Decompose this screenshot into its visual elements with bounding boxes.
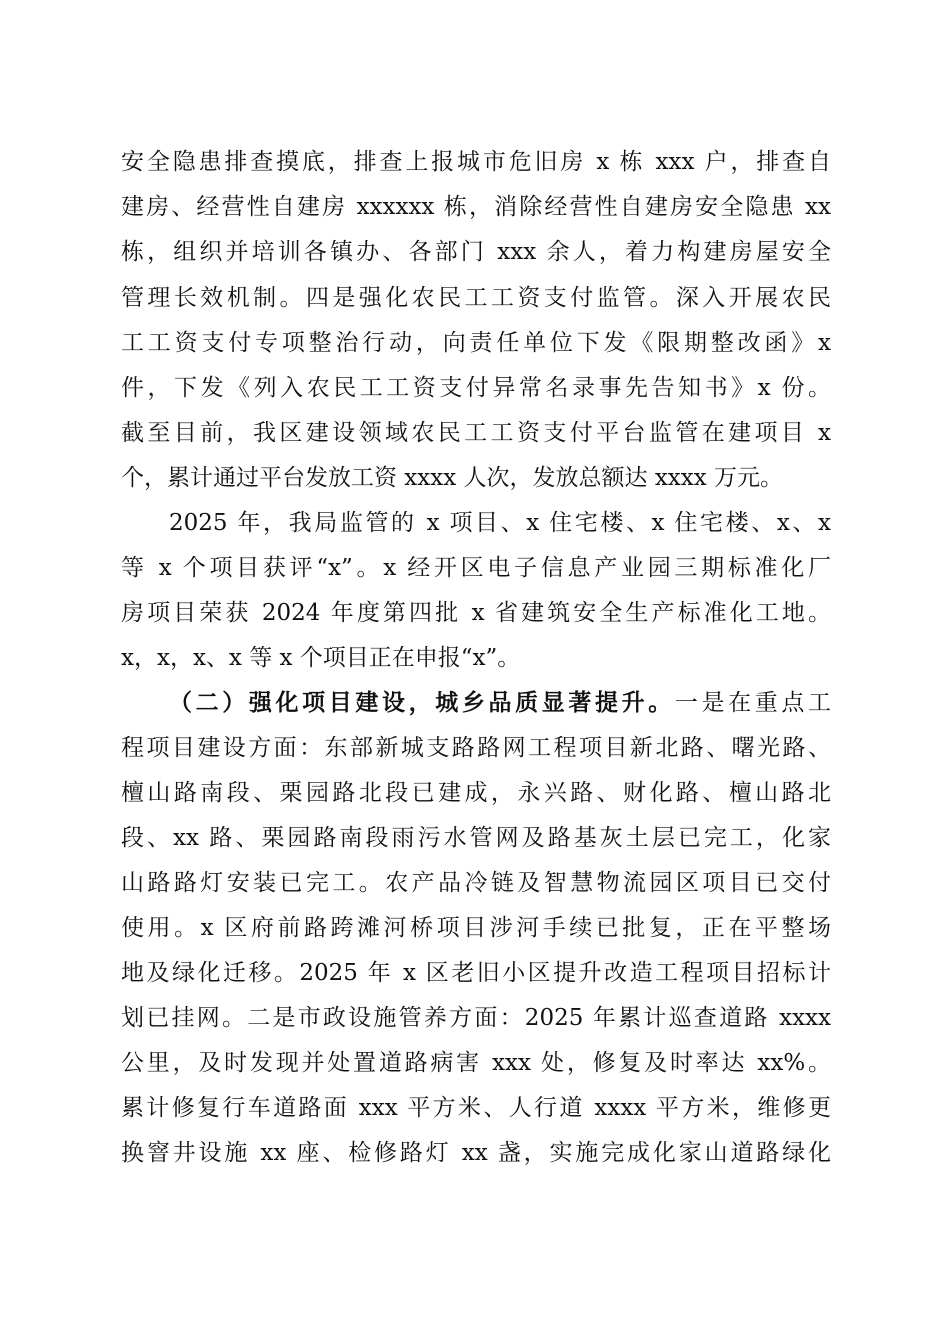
paragraph-3-line-7: 地及绿化迁移。2025 年 x 区老旧小区提升改造工程项目招标计 xyxy=(121,960,831,986)
paragraph-1-line-8: 个，累计通过平台发放工资 xxxx 人次，发放总额达 xxxx 万元。 xyxy=(121,465,784,491)
paragraph-2-line-2: 等 x 个项目获评“x”。x 经开区电子信息产业园三期标准化厂 xyxy=(121,555,831,581)
paragraph-3-line-5: 山路路灯安装已完工。农产品冷链及智慧物流园区项目已交付 xyxy=(121,870,831,896)
paragraph-1-line-7: 截至目前，我区建设领域农民工工资支付平台监管在建项目 x xyxy=(121,420,831,446)
section-heading: （二）强化项目建设，城乡品质显著提升。 xyxy=(169,689,675,716)
paragraph-3-line-1 xyxy=(169,683,831,723)
paragraph-3-line-6: 使用。x 区府前路跨滩河桥项目涉河手续已批复，正在平整场 xyxy=(121,915,831,941)
paragraph-1-line-3: 栋，组织并培训各镇办、各部门 xxx 余人，着力构建房屋安全 xyxy=(121,239,831,265)
paragraph-2-line-1: 2025 年，我局监管的 x 项目、x 住宅楼、x 住宅楼、x、x xyxy=(169,510,831,536)
paragraph-1-line-4: 管理长效机制。四是强化农民工工资支付监管。深入开展农民 xyxy=(121,285,831,311)
paragraph-3-line-3: 檀山路南段、栗园路北段已建成，永兴路、财化路、檀山路北 xyxy=(121,780,831,806)
paragraph-2-line-3: 房项目荣获 2024 年度第四批 x 省建筑安全生产标准化工地。 xyxy=(121,600,831,626)
paragraph-2-line-4: x，x，x、x 等 x 个项目正在申报“x”。 xyxy=(121,645,521,671)
paragraph-3-line-8: 划已挂网。二是市政设施管养方面：2025 年累计巡查道路 xxxx xyxy=(121,1005,831,1031)
paragraph-1-line-6: 件，下发《列入农民工工资支付异常名录事先告知书》x 份。 xyxy=(121,375,831,401)
paragraph-3-line-11: 换窨井设施 xx 座、检修路灯 xx 盏，实施完成化家山道路绿化 xyxy=(121,1140,831,1166)
paragraph-3-line-2: 程项目建设方面：东部新城支路路网工程项目新北路、曙光路、 xyxy=(121,735,831,761)
paragraph-3-line-9: 公里，及时发现并处置道路病害 xxx 处，修复及时率达 xx%。 xyxy=(121,1050,831,1076)
paragraph-1-line-2: 建房、经营性自建房 xxxxxx 栋，消除经营性自建房安全隐患 xx xyxy=(121,194,831,220)
paragraph-1-line-1: 安全隐患排查摸底，排查上报城市危旧房 x 栋 xxx 户，排查自 xyxy=(121,149,831,175)
paragraph-3-line-10: 累计修复行车道路面 xxx 平方米、人行道 xxxx 平方米，维修更 xyxy=(121,1095,831,1121)
paragraph-3-line-4: 段、xx 路、栗园路南段雨污水管网及路基灰土层已完工，化家 xyxy=(121,825,831,851)
paragraph-3-line-1-rest: 一是在重点工 xyxy=(674,690,831,716)
paragraph-1-line-5: 工工资支付专项整治行动，向责任单位下发《限期整改函》x xyxy=(121,330,831,356)
